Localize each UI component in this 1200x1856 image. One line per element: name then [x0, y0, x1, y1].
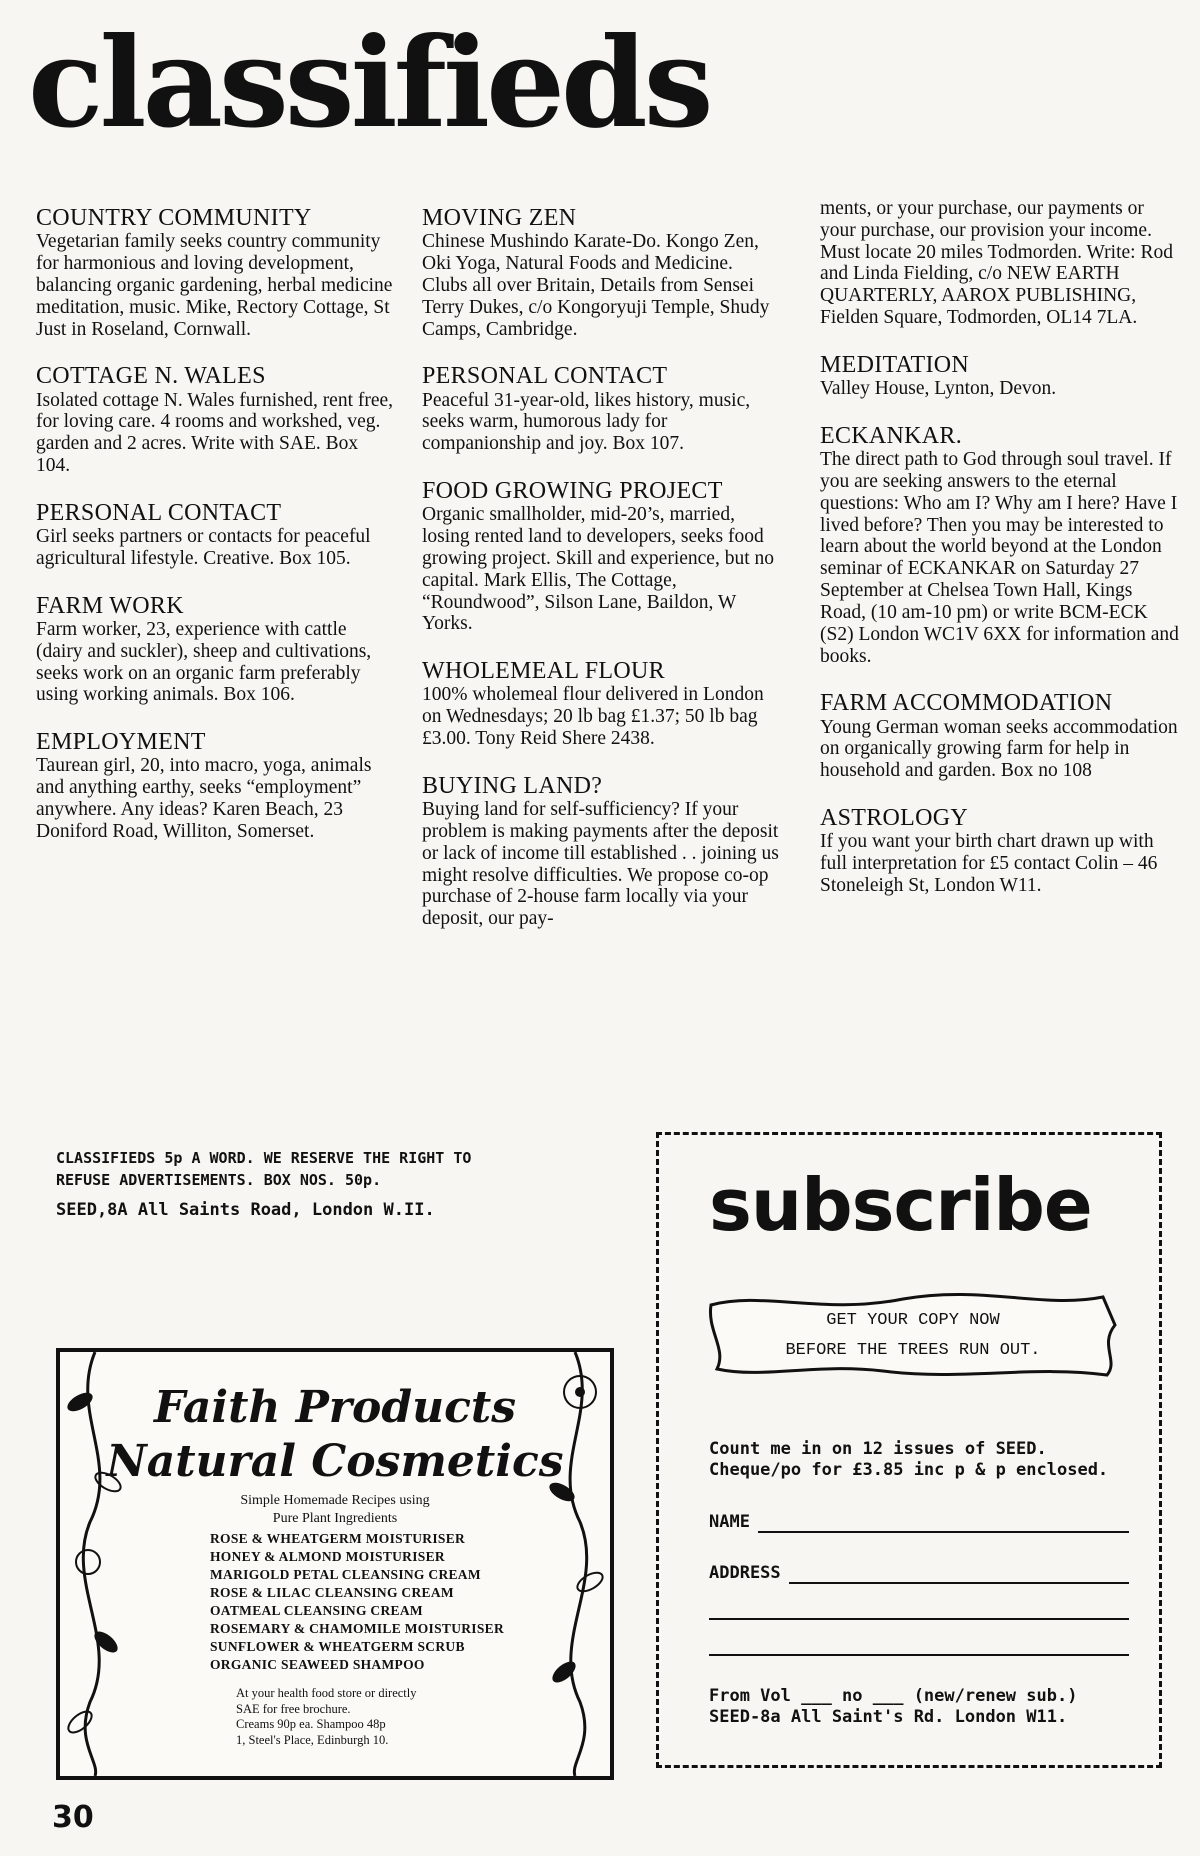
faith-subtitle-line: Pure Plant Ingredients [272, 1511, 398, 1527]
ad-body: Taurean girl, 20, into macro, yoga, animals and anything earthy, seeks “employment” anywhere. Any ideas? Karen Beach, 23 Doniford Road, Williton, Somerset. [36, 755, 372, 842]
subscribe-form [709, 1439, 1129, 1729]
ad-heading: COUNTRY COMMUNITY [36, 205, 312, 231]
banner-line: GET YOUR COPY NOW [826, 1311, 1000, 1330]
product-item: MARIGOLD PETAL CLEANSING CREAM [210, 1566, 481, 1582]
ad-body: 100% wholemeal flour delivered in London on Wednesdays; 20 lb bag £1.37; 50 lb bag £3.00. Tony Reid Shere 2438. [422, 684, 764, 749]
ad-body: Young German woman seeks accommodation on organically growing farm for help in household and garden. Box no 108 [820, 716, 1178, 782]
ad-body: ments, or your purchase, our payments or your purchase, our provision your income. Must locate 20 miles Todmorden. Write: Rod and Linda Fielding, c/o NEW EARTH QUARTERLY, AAROX PUBLISHING, Fielden Square, Todmorden, OL14 7LA. [820, 198, 1173, 329]
faith-footer-line: Creams 90p ea. Shampoo 48p [236, 1717, 386, 1732]
ad-heading: COTTAGE N. WALES [36, 363, 266, 390]
ad-body: If you want your birth chart drawn up with full interpretation for £5 contact Colin – 46 Stoneleigh St, London W11. [820, 831, 1158, 896]
faith-subtitle-line: Simple Homemade Recipes using [240, 1493, 430, 1508]
classifieds-column-1 [36, 206, 396, 867]
ad-heading: BUYING LAND? [422, 772, 603, 799]
classified-ad [36, 206, 396, 340]
product-item: SUNFLOWER & WHEATGERM SCRUB [210, 1638, 465, 1654]
classified-ad [422, 659, 782, 750]
classified-ad [422, 364, 782, 455]
ad-body: Isolated cottage N. Wales furnished, rent free, for loving care. 4 rooms and workshed, veg. garden and 2 acres. Write with SAE. Box 104. [36, 389, 394, 476]
product-item: ORGANIC SEAWEED SHAMPOO [210, 1656, 425, 1672]
ad-heading: ASTROLOGY [820, 805, 969, 832]
scroll-banner-icon [703, 1285, 1123, 1381]
rules-line: REFUSE ADVERTISEMENTS. BOX NOS. 50p. [56, 1170, 382, 1189]
banner-scroll [703, 1285, 1123, 1381]
address-line-extra[interactable] [709, 1584, 1129, 1620]
classified-ad [422, 206, 782, 340]
faith-title: Natural Cosmetics [106, 1436, 564, 1487]
classified-ad [36, 364, 396, 477]
classified-rules [56, 1148, 616, 1222]
classified-ad [422, 479, 782, 635]
classified-ad [422, 774, 782, 930]
ad-heading: FARM ACCOMMODATION [820, 690, 1113, 717]
seed-address-line: SEED-8a All Saint's Rd. London W11. [709, 1707, 1068, 1728]
page-masthead: classifieds [28, 11, 710, 156]
rules-line: CLASSIFIEDS 5p A WORD. WE RESERVE THE RIGHT TO [56, 1149, 472, 1167]
name-line[interactable] [758, 1513, 1129, 1533]
name-field[interactable] [709, 1512, 1129, 1533]
address-line-extra[interactable] [709, 1620, 1129, 1656]
faith-title: Faith Products [154, 1382, 516, 1433]
address-field[interactable] [709, 1563, 1129, 1584]
classified-ad [36, 594, 396, 707]
faith-footer-line: SAE for free brochure. [236, 1701, 351, 1716]
subscribe-text: Count me in on 12 issues of SEED. [709, 1439, 1047, 1459]
ad-body: The direct path to God through soul travel. If you are seeking answers to the eternal questions: Who am I? Why am I here? Have I lived before? Then you may be interested to learn about the world beyond at the London seminar of ECKANKAR on Saturday 27 September at Chelsea Town Hall, Kings Road, (10 am-10 pm) or write BCM-ECK (S2) London WC1V 6XX for information and books. [820, 449, 1179, 667]
subscribe-title: subscribe [709, 1163, 1092, 1247]
classified-ad-continued [820, 198, 1180, 329]
product-item: ROSE & WHEATGERM MOISTURISER [210, 1531, 466, 1546]
ad-heading: PERSONAL CONTACT [422, 363, 668, 390]
ad-heading: FOOD GROWING PROJECT [422, 478, 723, 504]
product-item: OATMEAL CLEANSING CREAM [210, 1602, 423, 1618]
product-item: HONEY & ALMOND MOISTURISER [210, 1548, 445, 1564]
ad-heading: WHOLEMEAL FLOUR [422, 658, 665, 685]
classifieds-column-3 [820, 198, 1180, 921]
classified-ad [820, 691, 1180, 782]
ad-body: Peaceful 31-year-old, likes history, music, seeks warm, humorous lady for companionship and joy. Box 107. [422, 389, 751, 455]
classified-ad [820, 353, 1180, 400]
ad-heading: PERSONAL CONTACT [36, 499, 282, 526]
product-item: ROSEMARY & CHAMOMILE MOISTURISER [210, 1620, 505, 1636]
ad-body: Chinese Mushindo Karate-Do. Kongo Zen, Oki Yoga, Natural Foods and Medicine. Clubs all over Britain, Details from Sensei Terry Dukes, c/o Kongoryuji Temple, Shudy Camps, Cambridge. [422, 231, 770, 340]
ad-body: Organic smallholder, mid-20’s, married, losing rented land to developers, seeks food growing project. Skill and experience, but no capital. Mark Ellis, The Cottage, “Roundwood”, Silson Lane, Baildon, W Yorks. [422, 504, 774, 635]
product-item: ROSE & LILAC CLEANSING CREAM [210, 1584, 454, 1600]
product-list [210, 1530, 504, 1674]
faith-subtitle [60, 1492, 610, 1528]
classified-ad [36, 730, 396, 843]
ad-heading: ECKANKAR. [820, 422, 963, 449]
subscribe-coupon [656, 1132, 1162, 1768]
faith-footer [236, 1686, 417, 1749]
vol-line: From Vol ___ no ___ (new/renew sub.) [709, 1686, 1078, 1706]
ad-heading: MEDITATION [820, 351, 970, 378]
faith-footer-line: At your health food store or directly [236, 1686, 417, 1700]
ad-heading: EMPLOYMENT [36, 729, 206, 756]
name-label: NAME [709, 1511, 750, 1532]
page-number: 30 [52, 1800, 94, 1835]
faith-footer-line: 1, Steel's Place, Edinburgh 10. [236, 1732, 389, 1747]
faith-products-ad [56, 1348, 614, 1780]
ad-heading: MOVING ZEN [422, 205, 577, 231]
classified-ad [820, 424, 1180, 667]
ad-body: Buying land for self-sufficiency? If your problem is making payments after the deposit or lack of income till established . . joining us might resolve difficulties. We propose co-op purchase of 2-house farm locally via your deposit, our pay- [422, 799, 779, 930]
rules-address: SEED,8A All Saints Road, London W.II. [56, 1199, 435, 1220]
ad-body: Girl seeks partners or contacts for peaceful agricultural lifestyle. Creative. Box 105. [36, 526, 371, 569]
address-line[interactable] [789, 1564, 1129, 1584]
ad-body: Vegetarian family seeks country community for harmonious and loving development, balancing organic gardening, herbal medicine meditation, music. Mike, Rectory Cottage, St Just in Roseland, Cornwall. [36, 231, 393, 340]
classified-ad [820, 806, 1180, 897]
ad-body: Farm worker, 23, experience with cattle (dairy and suckler), sheep and cultivations, seeks work on an organic farm preferably using working animals. Box 106. [36, 618, 372, 706]
classified-ad [36, 501, 396, 570]
address-label: ADDRESS [709, 1562, 781, 1583]
classifieds-column-2 [422, 206, 782, 954]
subscribe-text: Cheque/po for £3.85 inc p & p enclosed. [709, 1460, 1109, 1481]
ad-heading: FARM WORK [36, 592, 184, 619]
banner-line: BEFORE THE TREES RUN OUT. [785, 1341, 1041, 1360]
ad-body: Valley House, Lynton, Devon. [820, 378, 1057, 400]
